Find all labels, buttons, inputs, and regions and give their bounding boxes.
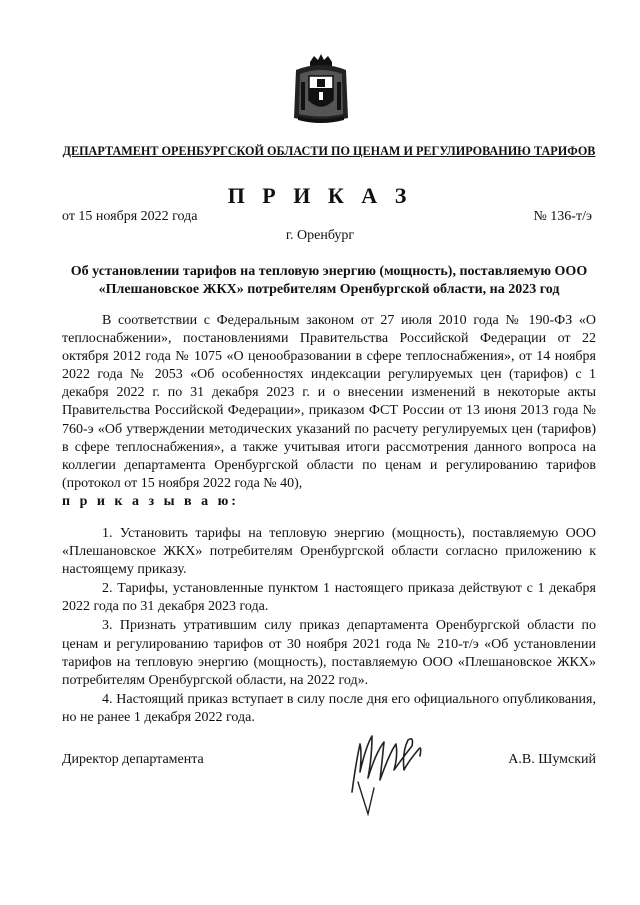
preamble-paragraph: В соответствии с Федеральным законом от 27 июля 2010 года № 190-ФЗ «О теплоснабжении», постановлениями Правительства Российской Федерации от 22 октября 2012 года № 1075 «О ценообразовании в сфере теплоснабжения», от 14 ноября 2022 года № 2053 «Об особенностях индексации регулируемых цен (тарифов) с 1 декабря 2022 г. по 31 декабря 2023 г. и о внесении изменений в некоторые акты Правительства Российской Федерации», приказом ФСТ России от 13 июня 2013 года № 760-э «Об утверждении методических указаний по расчету регулируемых цен (тарифов) в сфере теплоснабжения», а также учитывая итоги рассмотрения данного вопроса на коллегии департамента Оренбургской области по ценам и регулированию тарифов (протокол от 15 ноября 2022 года № 40), bbox=[62, 313, 596, 491]
signatory-name: А.В. Шумский bbox=[508, 752, 596, 767]
document-subject: Об установлении тарифов на тепловую энергию (мощность), поставляемую ООО «Плешановское ЖКХ» потребителям Оренбургской области, на 2023 год bbox=[70, 264, 588, 297]
document-number: № 136-т/э bbox=[533, 209, 592, 224]
order-item: 4. Настоящий приказ вступает в силу после дня его официального опубликования, но не ранее 1 декабря 2022 года. bbox=[62, 691, 596, 725]
document-date: от 15 ноября 2022 года bbox=[62, 209, 198, 224]
order-item: 3. Признать утратившим силу приказ департамента Оренбургской области по ценам и регулированию тарифов от 30 ноября 2021 года № 210-т/э «Об установлении тарифов на тепловую энергию (мощность), поставляемую ООО «Плешановское ЖКХ» потребителям Оренбургской области, на 2022 год». bbox=[62, 618, 596, 688]
signatory-title: Директор департамента bbox=[62, 752, 204, 767]
department-header: ДЕПАРТАМЕНТ ОРЕНБУРГСКОЙ ОБЛАСТИ ПО ЦЕНАМ И РЕГУЛИРОВАНИЮ ТАРИФОВ bbox=[62, 144, 596, 158]
coat-of-arms-emblem-icon bbox=[290, 52, 352, 124]
handwritten-signature bbox=[338, 722, 458, 822]
order-item: 1. Установить тарифы на тепловую энергию (мощность), поставляемую ООО «Плешановское ЖКХ» потребителям Оренбургской области согласно приложению к настоящему приказу. bbox=[62, 526, 596, 578]
document-title: П Р И К А З bbox=[227, 183, 413, 208]
order-item: 2. Тарифы, установленные пунктом 1 настоящего приказа действуют с 1 декабря 2022 года по 31 декабря 2023 года. bbox=[62, 581, 596, 615]
order-items-list bbox=[62, 525, 596, 728]
decree-word: п р и к а з ы в а ю: bbox=[62, 493, 239, 509]
document-city: г. Оренбург bbox=[285, 228, 355, 243]
preamble-section bbox=[62, 312, 596, 511]
